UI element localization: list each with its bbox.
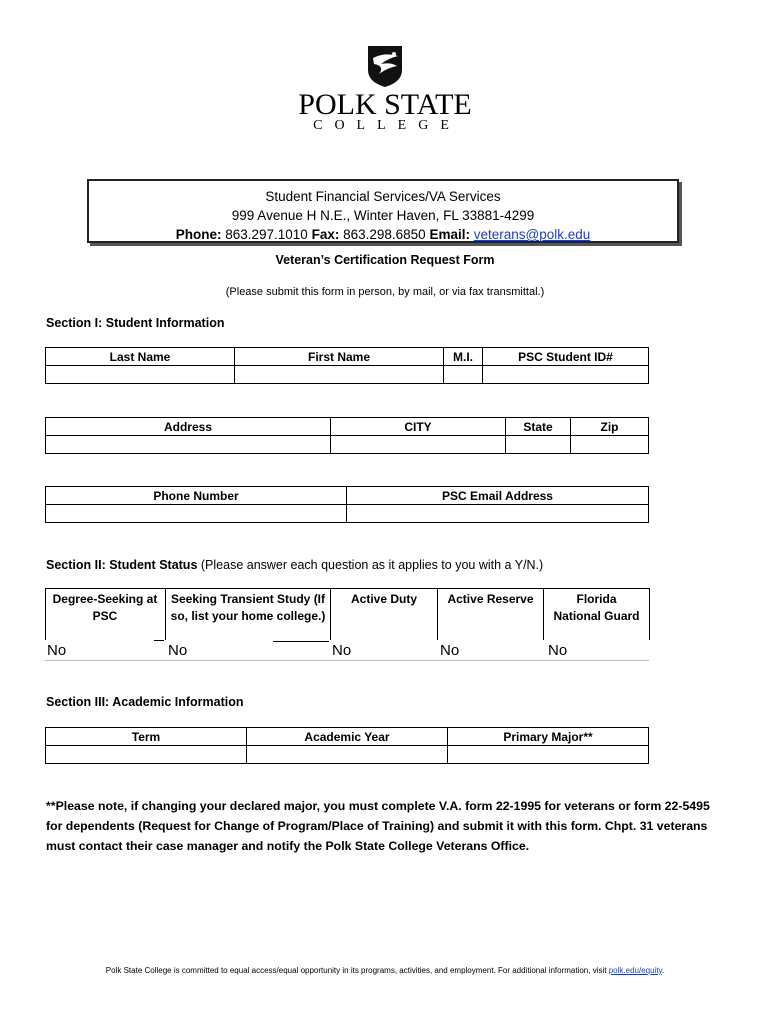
section-1-heading: Section I: Student Information: [46, 316, 225, 330]
email-label: Email:: [429, 227, 470, 242]
col-phone: Phone Number: [46, 487, 347, 505]
form-title: Veteran’s Certification Request Form: [275, 253, 495, 267]
footer: [0, 966, 770, 975]
mi-field[interactable]: [444, 366, 483, 384]
col-email: PSC Email Address: [347, 487, 649, 505]
office-address: 999 Avenue H N.E., Winter Haven, FL 33881-4299: [231, 208, 535, 223]
col-national-guard: Florida National Guard: [553, 592, 640, 623]
phone-field[interactable]: [46, 505, 347, 523]
contact-table: [45, 486, 649, 523]
col-transient-study: Seeking Transient Study (If so, list your home college.): [170, 592, 326, 623]
email-field[interactable]: [347, 505, 649, 523]
major-change-note: **Please note, if changing your declared major, you must complete V.A. form 22-1995 for veterans or form 22-5495 for dependents (Request for Change of Program/Place of Training) and submit it with this form. Chpt. 31 veterans must contact their case manager and notify the Polk State College Veterans Office.: [46, 799, 710, 853]
logo-name: POLK STATE: [298, 88, 472, 121]
col-active-duty: Active Duty: [350, 592, 418, 606]
section-3-heading: Section III: Academic Information: [46, 695, 244, 709]
degree-seeking-answer[interactable]: No: [47, 642, 67, 659]
first-name-field[interactable]: [235, 366, 444, 384]
col-primary-major: Primary Major**: [448, 728, 649, 746]
contact-header-box: [87, 179, 679, 243]
equity-link[interactable]: polk.edu/equity: [608, 966, 662, 975]
col-state: State: [506, 418, 571, 436]
email-link[interactable]: veterans@polk.edu: [473, 227, 591, 242]
section-2-heading: Section II: Student Status: [46, 558, 198, 572]
col-degree-seeking: Degree-Seeking at PSC: [52, 592, 158, 623]
eagle-shield-icon: [365, 44, 405, 88]
col-student-id: PSC Student ID#: [483, 348, 649, 366]
office-name: Student Financial Services/VA Services: [265, 189, 501, 204]
col-last-name: Last Name: [46, 348, 235, 366]
transient-study-answer[interactable]: No: [168, 642, 188, 659]
form-instructions: (Please submit this form in person, by mail, or via fax transmittal.): [225, 286, 545, 298]
footer-end: .: [661, 966, 665, 975]
phone-number: 863.297.1010: [225, 227, 308, 242]
col-city: CITY: [331, 418, 506, 436]
last-name-field[interactable]: [46, 366, 235, 384]
academic-info-table: [45, 727, 649, 764]
student-name-table: [45, 347, 649, 384]
state-field[interactable]: [506, 436, 571, 454]
col-address: Address: [46, 418, 331, 436]
col-academic-year: Academic Year: [247, 728, 448, 746]
address-table: [45, 417, 649, 454]
college-logo: [270, 44, 500, 134]
col-active-reserve: Active Reserve: [447, 592, 534, 606]
fax-number: 863.298.6850: [343, 227, 426, 242]
term-field[interactable]: [46, 746, 247, 764]
section-2-heading-line: [46, 558, 543, 572]
academic-year-field[interactable]: [247, 746, 448, 764]
active-reserve-answer[interactable]: No: [440, 642, 460, 659]
col-term: Term: [46, 728, 247, 746]
active-duty-answer[interactable]: No: [332, 642, 352, 659]
city-field[interactable]: [331, 436, 506, 454]
footer-text: Polk State College is committed to equal access/equal opportunity in its programs, activities, and employment. For additional information, visit: [105, 966, 607, 975]
fax-label: Fax:: [311, 227, 340, 242]
national-guard-answer[interactable]: No: [548, 642, 568, 659]
section-2-note: (Please answer each question as it applies to you with a Y/N.): [200, 558, 544, 572]
student-id-field[interactable]: [483, 366, 649, 384]
col-zip: Zip: [571, 418, 649, 436]
address-field[interactable]: [46, 436, 331, 454]
primary-major-field[interactable]: [448, 746, 649, 764]
phone-label: Phone:: [175, 227, 222, 242]
zip-field[interactable]: [571, 436, 649, 454]
col-mi: M.I.: [444, 348, 483, 366]
contact-line: [89, 225, 677, 244]
col-first-name: First Name: [235, 348, 444, 366]
logo-subtitle: COLLEGE: [313, 118, 461, 133]
